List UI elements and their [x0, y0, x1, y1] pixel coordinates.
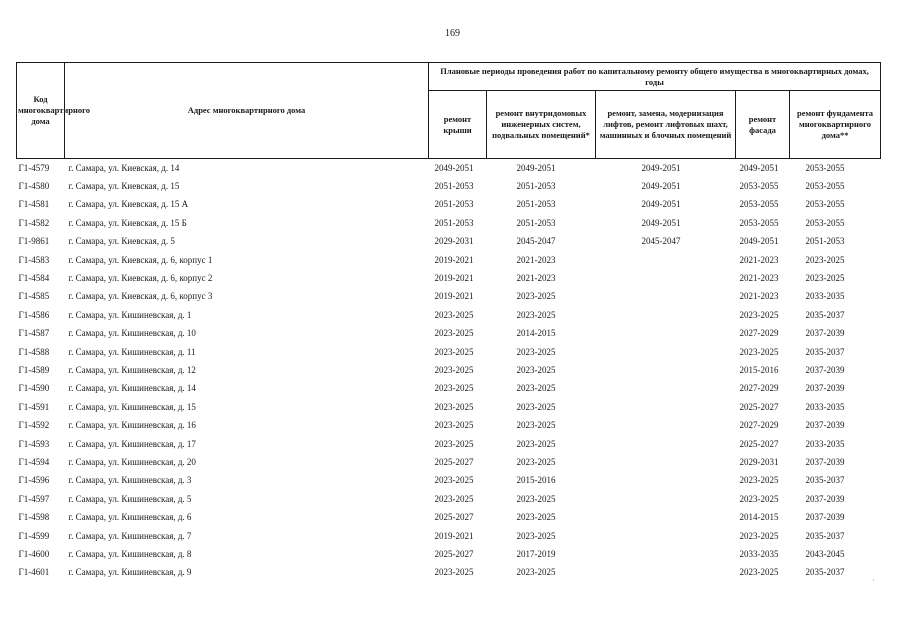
cell-lifts — [596, 342, 736, 360]
table-row — [17, 250, 881, 268]
cell-roof: 2051-2053 — [434, 199, 474, 210]
cell-engineering: 2051-2053 — [516, 181, 556, 192]
cell-foundation: 2037-2039 — [805, 328, 845, 339]
cell-engineering: 2023-2025 — [516, 530, 556, 541]
cell-address: г. Самара, ул. Кишиневская, д. 20 — [68, 456, 196, 467]
cell-address: г. Самара, ул. Кишиневская, д. 6 — [68, 512, 192, 523]
cell-roof: 2029-2031 — [434, 236, 474, 247]
page-number: 169 — [445, 28, 460, 39]
cell-code: Г1-4596 — [18, 475, 50, 486]
cell-foundation: 2051-2053 — [805, 236, 845, 247]
header-periods-group: Плановые периоды проведения работ по капитальному ремонту общего имущества в многоквартирных домах, годы — [429, 63, 881, 91]
cell-address: г. Самара, ул. Кишиневская, д. 12 — [68, 364, 196, 375]
cell-code: Г1-4587 — [18, 328, 50, 339]
cell-roof: 2025-2027 — [434, 456, 474, 467]
cell-roof: 2023-2025 — [434, 493, 474, 504]
cell-engineering: 2017-2019 — [516, 548, 556, 559]
cell-foundation: 2035-2037 — [805, 346, 845, 357]
cell-address: г. Самара, ул. Кишиневская, д. 11 — [68, 346, 196, 357]
cell-foundation: 2043-2045 — [805, 548, 845, 559]
cell-engineering: 2023-2025 — [516, 512, 556, 523]
cell-address: г. Самара, ул. Киевская, д. 15 А — [68, 199, 189, 210]
cell-facade: 2025-2027 — [739, 401, 779, 412]
cell-facade: 2021-2023 — [739, 273, 779, 284]
cell-foundation: 2053-2055 — [805, 217, 845, 228]
cell-facade: 2027-2029 — [739, 420, 779, 431]
cell-facade: 2049-2051 — [739, 236, 779, 247]
cell-foundation: 2037-2039 — [805, 493, 845, 504]
cell-address: г. Самара, ул. Кишиневская, д. 7 — [68, 530, 192, 541]
table-row — [17, 232, 881, 250]
cell-lifts — [596, 379, 736, 397]
cell-code: Г1-4586 — [18, 309, 50, 320]
table-row — [17, 177, 881, 195]
cell-roof: 2023-2025 — [434, 401, 474, 412]
cell-lifts — [596, 453, 736, 471]
cell-address: г. Самара, ул. Киевская, д. 15 Б — [68, 217, 187, 228]
table-row — [17, 379, 881, 397]
table-row — [17, 545, 881, 563]
capital-repair-table — [16, 62, 881, 581]
table-header — [17, 63, 881, 159]
cell-lifts — [596, 526, 736, 544]
cell-lifts: 2049-2051 — [641, 217, 681, 228]
cell-lifts — [596, 416, 736, 434]
cell-foundation: 2033-2035 — [805, 401, 845, 412]
cell-engineering: 2051-2053 — [516, 199, 556, 210]
cell-address: г. Самара, ул. Киевская, д. 14 — [68, 162, 180, 173]
cell-code: Г1-4601 — [18, 567, 50, 578]
cell-code: Г1-4583 — [18, 254, 50, 265]
cell-code: Г1-4585 — [18, 291, 50, 302]
cell-roof: 2051-2053 — [434, 217, 474, 228]
cell-address: г. Самара, ул. Киевская, д. 6, корпус 2 — [68, 273, 213, 284]
cell-lifts — [596, 471, 736, 489]
cell-foundation: 2035-2037 — [805, 530, 845, 541]
table-row — [17, 306, 881, 324]
cell-facade: 2053-2055 — [739, 217, 779, 228]
cell-lifts — [596, 398, 736, 416]
cell-engineering: 2023-2025 — [516, 383, 556, 394]
cell-address: г. Самара, ул. Киевская, д. 6, корпус 1 — [68, 254, 213, 265]
cell-foundation: 2053-2055 — [805, 199, 845, 210]
cell-address: г. Самара, ул. Кишиневская, д. 8 — [68, 548, 192, 559]
cell-engineering: 2051-2053 — [516, 217, 556, 228]
cell-engineering: 2023-2025 — [516, 346, 556, 357]
cell-code: Г1-4582 — [18, 217, 50, 228]
table-row — [17, 471, 881, 489]
cell-engineering: 2023-2025 — [516, 291, 556, 302]
cell-code: Г1-4584 — [18, 273, 50, 284]
cell-foundation: 2037-2039 — [805, 383, 845, 394]
page-corner-mark: · — [872, 576, 875, 585]
cell-roof: 2023-2025 — [434, 364, 474, 375]
table-row — [17, 287, 881, 305]
cell-address: г. Самара, ул. Киевская, д. 5 — [68, 236, 175, 247]
header-code: Код многоквартирного дома — [17, 63, 65, 159]
cell-engineering: 2023-2025 — [516, 364, 556, 375]
header-engineering: ремонт внутридомовых инженерных систем, подвальных помещений* — [487, 91, 596, 159]
table-row — [17, 324, 881, 342]
cell-roof: 2023-2025 — [434, 346, 474, 357]
table-row — [17, 508, 881, 526]
cell-roof: 2025-2027 — [434, 512, 474, 523]
cell-code: Г1-4599 — [18, 530, 50, 541]
cell-address: г. Самара, ул. Кишиневская, д. 17 — [68, 438, 196, 449]
cell-roof: 2023-2025 — [434, 328, 474, 339]
cell-engineering: 2015-2016 — [516, 475, 556, 486]
cell-facade: 2021-2023 — [739, 291, 779, 302]
cell-address: г. Самара, ул. Киевская, д. 15 — [68, 181, 180, 192]
table-row — [17, 526, 881, 544]
cell-roof: 2023-2025 — [434, 438, 474, 449]
cell-roof: 2023-2025 — [434, 420, 474, 431]
cell-code: Г1-4597 — [18, 493, 50, 504]
table-row — [17, 563, 881, 581]
cell-engineering: 2023-2025 — [516, 493, 556, 504]
cell-address: г. Самара, ул. Кишиневская, д. 16 — [68, 420, 196, 431]
cell-facade: 2023-2025 — [739, 530, 779, 541]
cell-foundation: 2033-2035 — [805, 438, 845, 449]
cell-code: Г1-4598 — [18, 512, 50, 523]
cell-code: Г1-4589 — [18, 364, 50, 375]
cell-engineering: 2023-2025 — [516, 567, 556, 578]
cell-engineering: 2045-2047 — [516, 236, 556, 247]
cell-foundation: 2023-2025 — [805, 273, 845, 284]
cell-facade: 2053-2055 — [739, 181, 779, 192]
table-row — [17, 159, 881, 177]
cell-code: Г1-4591 — [18, 401, 50, 412]
cell-address: г. Самара, ул. Кишиневская, д. 14 — [68, 383, 196, 394]
cell-engineering: 2023-2025 — [516, 456, 556, 467]
cell-code: Г1-9861 — [18, 236, 50, 247]
cell-facade: 2027-2029 — [739, 328, 779, 339]
cell-foundation: 2037-2039 — [805, 456, 845, 467]
table-row — [17, 434, 881, 452]
cell-roof: 2019-2021 — [434, 530, 474, 541]
table-body — [17, 159, 881, 582]
cell-facade: 2023-2025 — [739, 493, 779, 504]
cell-foundation: 2053-2055 — [805, 181, 845, 192]
header-address: Адрес многоквартирного дома — [65, 63, 429, 159]
cell-facade: 2029-2031 — [739, 456, 779, 467]
cell-facade: 2015-2016 — [739, 364, 779, 375]
cell-facade: 2023-2025 — [739, 475, 779, 486]
cell-roof: 2023-2025 — [434, 567, 474, 578]
cell-lifts: 2049-2051 — [641, 162, 681, 173]
cell-foundation: 2035-2037 — [805, 309, 845, 320]
cell-foundation: 2033-2035 — [805, 291, 845, 302]
header-roof: ремонт крыши — [429, 91, 487, 159]
cell-lifts — [596, 434, 736, 452]
cell-lifts — [596, 361, 736, 379]
cell-roof: 2023-2025 — [434, 383, 474, 394]
cell-roof: 2019-2021 — [434, 291, 474, 302]
cell-engineering: 2014-2015 — [516, 328, 556, 339]
cell-lifts: 2049-2051 — [641, 199, 681, 210]
cell-roof: 2019-2021 — [434, 254, 474, 265]
table-row — [17, 453, 881, 471]
cell-roof: 2023-2025 — [434, 475, 474, 486]
cell-code: Г1-4600 — [18, 548, 50, 559]
table-row — [17, 214, 881, 232]
cell-address: г. Самара, ул. Кишиневская, д. 9 — [68, 567, 192, 578]
cell-foundation: 2037-2039 — [805, 420, 845, 431]
cell-roof: 2025-2027 — [434, 548, 474, 559]
cell-engineering: 2023-2025 — [516, 309, 556, 320]
cell-address: г. Самара, ул. Киевская, д. 6, корпус 3 — [68, 291, 213, 302]
cell-facade: 2027-2029 — [739, 383, 779, 394]
cell-lifts — [596, 250, 736, 268]
cell-lifts — [596, 324, 736, 342]
cell-facade: 2014-2015 — [739, 512, 779, 523]
cell-address: г. Самара, ул. Кишиневская, д. 1 — [68, 309, 192, 320]
cell-engineering: 2021-2023 — [516, 254, 556, 265]
cell-foundation: 2035-2037 — [805, 475, 845, 486]
cell-roof: 2049-2051 — [434, 162, 474, 173]
cell-foundation: 2037-2039 — [805, 364, 845, 375]
cell-facade: 2025-2027 — [739, 438, 779, 449]
cell-lifts — [596, 545, 736, 563]
cell-lifts — [596, 269, 736, 287]
cell-lifts: 2049-2051 — [641, 181, 681, 192]
cell-engineering: 2049-2051 — [516, 162, 556, 173]
cell-engineering: 2023-2025 — [516, 438, 556, 449]
cell-address: г. Самара, ул. Кишиневская, д. 3 — [68, 475, 192, 486]
cell-engineering: 2021-2023 — [516, 273, 556, 284]
cell-address: г. Самара, ул. Кишиневская, д. 10 — [68, 328, 196, 339]
cell-code: Г1-4588 — [18, 346, 50, 357]
cell-lifts — [596, 508, 736, 526]
cell-engineering: 2023-2025 — [516, 401, 556, 412]
header-lifts: ремонт, замена, модернизация лифтов, ремонт лифтовых шахт, машинных и блочных помещений — [596, 91, 736, 159]
table-row — [17, 490, 881, 508]
cell-code: Г1-4592 — [18, 420, 50, 431]
cell-lifts — [596, 490, 736, 508]
cell-facade: 2021-2023 — [739, 254, 779, 265]
cell-code: Г1-4590 — [18, 383, 50, 394]
cell-roof: 2019-2021 — [434, 273, 474, 284]
cell-code: Г1-4581 — [18, 199, 50, 210]
table-row — [17, 416, 881, 434]
header-foundation: ремонт фундамента многоквартирного дома** — [790, 91, 881, 159]
cell-engineering: 2023-2025 — [516, 420, 556, 431]
cell-code: Г1-4594 — [18, 456, 50, 467]
cell-roof: 2051-2053 — [434, 181, 474, 192]
cell-lifts — [596, 563, 736, 581]
table-row — [17, 342, 881, 360]
cell-address: г. Самара, ул. Кишиневская, д. 5 — [68, 493, 192, 504]
cell-facade: 2023-2025 — [739, 346, 779, 357]
table-row — [17, 361, 881, 379]
cell-foundation: 2053-2055 — [805, 162, 845, 173]
table-row — [17, 269, 881, 287]
cell-code: Г1-4593 — [18, 438, 50, 449]
cell-facade: 2033-2035 — [739, 548, 779, 559]
cell-address: г. Самара, ул. Кишиневская, д. 15 — [68, 401, 196, 412]
cell-facade: 2053-2055 — [739, 199, 779, 210]
cell-foundation: 2023-2025 — [805, 254, 845, 265]
cell-foundation: 2037-2039 — [805, 512, 845, 523]
header-facade: ремонт фасада — [736, 91, 790, 159]
cell-facade: 2023-2025 — [739, 309, 779, 320]
cell-facade: 2023-2025 — [739, 567, 779, 578]
cell-foundation: 2035-2037 — [805, 567, 845, 578]
cell-lifts — [596, 306, 736, 324]
cell-facade: 2049-2051 — [739, 162, 779, 173]
cell-code: Г1-4580 — [18, 181, 50, 192]
cell-lifts — [596, 287, 736, 305]
cell-lifts: 2045-2047 — [641, 236, 681, 247]
table-row — [17, 398, 881, 416]
table-row — [17, 195, 881, 213]
cell-code: Г1-4579 — [18, 162, 50, 173]
cell-roof: 2023-2025 — [434, 309, 474, 320]
